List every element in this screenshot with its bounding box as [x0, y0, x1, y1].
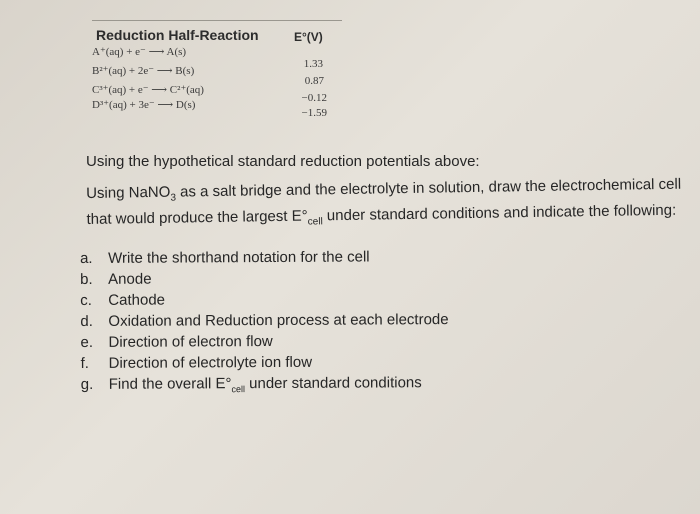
item-marker: a. — [80, 249, 93, 267]
prompt-subscript-cell: cell — [307, 216, 323, 228]
list-item — [80, 290, 448, 313]
prompt-part-2: as a salt bridge and the electrolyte in solution, draw the electrochemical cell that would produce the largest E° — [86, 175, 682, 228]
table-header-reaction: Reduction Half-Reaction — [96, 27, 259, 43]
prompt-part-3: under standard conditions and indicate the following: — [322, 201, 677, 225]
potential-row-a: 1.33 — [303, 58, 323, 70]
question-list — [80, 248, 449, 397]
list-item — [81, 374, 449, 397]
potential-row-d: −1.59 — [301, 107, 327, 119]
item-marker: b. — [80, 270, 93, 288]
list-item — [80, 332, 448, 355]
item-text: Cathode — [108, 291, 166, 309]
item-marker: f. — [80, 354, 89, 372]
prompt-subscript-3: 3 — [170, 192, 177, 204]
item-text: Oxidation and Reduction process at each electrode — [108, 311, 449, 330]
list-item — [80, 248, 448, 271]
reaction-row-d: D³⁺(aq) + 3e⁻ ⟶ D(s) — [92, 99, 196, 111]
potential-row-c: −0.12 — [301, 92, 327, 104]
list-item — [81, 353, 449, 376]
item-text: Find the overall E° — [108, 375, 232, 393]
item-text-tail: under standard conditions — [244, 374, 422, 393]
item-marker: d. — [80, 312, 93, 330]
list-item — [80, 311, 448, 334]
item-marker: c. — [80, 291, 92, 309]
table-header-potential: E°(V) — [294, 30, 323, 44]
list-item — [80, 269, 448, 292]
item-text: Direction of electron flow — [108, 332, 273, 351]
item-text: Direction of electrolyte ion flow — [108, 353, 313, 372]
reaction-row-a: A⁺(aq) + e⁻ ⟶ A(s) — [92, 46, 187, 58]
item-marker: e. — [80, 333, 94, 351]
item-text: Write the shorthand notation for the cell — [107, 248, 370, 267]
reaction-row-c: C³⁺(aq) + e⁻ ⟶ C²⁺(aq) — [92, 84, 204, 96]
intro-text: Using the hypothetical standard reduction potentials above: — [86, 153, 480, 170]
item-subscript-cell: cell — [231, 384, 246, 395]
question-prompt — [86, 174, 697, 236]
potential-row-b: 0.87 — [304, 75, 324, 87]
table-top-rule — [92, 20, 342, 21]
item-marker: g. — [80, 375, 94, 393]
prompt-part-1: Using NaNO — [86, 183, 171, 202]
reaction-row-b: B²⁺(aq) + 2e⁻ ⟶ B(s) — [92, 65, 195, 77]
item-text: Anode — [108, 270, 152, 288]
